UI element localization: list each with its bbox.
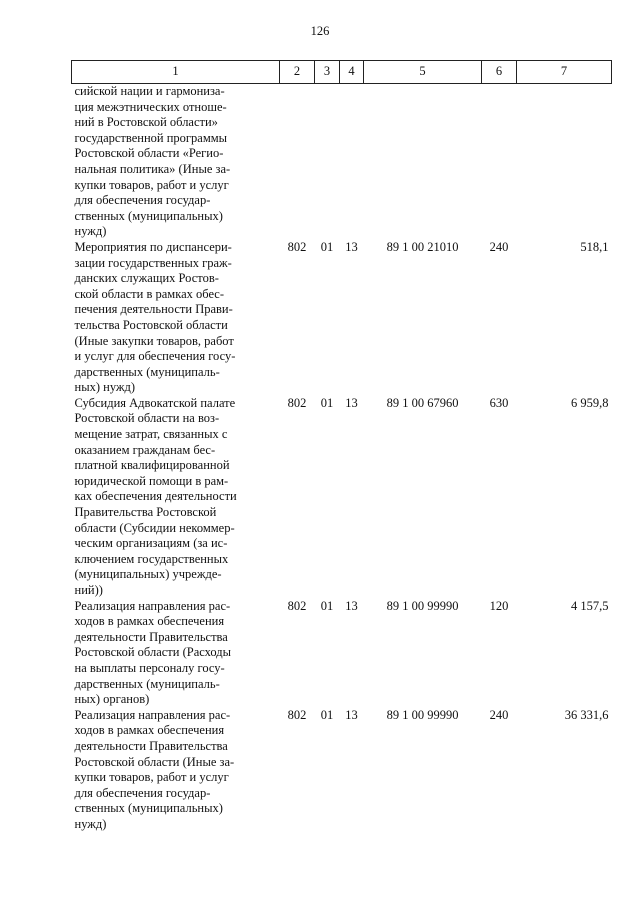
section-code: 01: [320, 239, 334, 254]
expense-type-code: 240: [489, 707, 509, 722]
description-line: дарственных (муниципаль-: [74, 364, 220, 379]
target-article-code: 89 1 00 99990: [386, 598, 459, 613]
table-body: [72, 84, 612, 833]
expense-type-code: 120: [489, 598, 509, 613]
expense-type-code: 240: [489, 239, 509, 254]
target-article-code: 89 1 00 21010: [386, 239, 459, 254]
description-line: ных) нужд): [74, 380, 136, 395]
description-line: Ростовской области (Расходы: [74, 645, 232, 660]
description-line: Правительства Ростовской: [74, 505, 217, 520]
description-line: ний в Ростовской области»: [74, 115, 218, 130]
header-col-6: 6: [482, 61, 517, 84]
page-number: 126: [310, 24, 330, 38]
description-line: зации государственных граж-: [74, 255, 232, 270]
table-header-row: [72, 61, 612, 84]
description-line: (муниципальных) учрежде-: [74, 567, 222, 582]
subsection-code: [340, 84, 364, 240]
description-line: государственной программы: [74, 130, 228, 145]
expense-type-code: 630: [489, 395, 509, 410]
row-description: [72, 84, 280, 240]
description-line: ных) органов): [74, 692, 150, 707]
description-line: деятельности Правительства: [74, 738, 228, 753]
header-col-5: 5: [364, 61, 482, 84]
row-description: [72, 599, 280, 708]
description-line: (Иные закупки товаров, работ: [74, 333, 234, 348]
description-line: ках обеспечения деятельности: [74, 489, 237, 504]
description-line: ция межэтнических отноше-: [74, 99, 227, 114]
description-line: Субсидия Адвокатской палате: [74, 395, 236, 410]
amount: 36 331,6: [564, 707, 609, 722]
description-line: ходов в рамках обеспечения: [74, 614, 225, 629]
description-line: дарственных (муниципаль-: [74, 676, 220, 691]
description-line: данских служащих Ростов-: [74, 271, 219, 286]
description-line: Мероприятия по диспансери-: [74, 239, 232, 254]
subsection-code: 13: [345, 239, 358, 254]
row-description: [72, 708, 280, 833]
target-article-code: 89 1 00 99990: [386, 707, 459, 722]
description-line: юридической помощи в рам-: [74, 473, 229, 488]
section-code: 01: [320, 598, 334, 613]
table-row: [72, 708, 612, 833]
description-line: нужд): [74, 224, 107, 239]
description-line: Ростовской области (Иные за-: [74, 754, 235, 769]
description-line: нужд): [74, 816, 107, 831]
section-code: 01: [320, 707, 334, 722]
amount: 518,1: [580, 239, 609, 254]
description-line: сийской нации и гармониза-: [74, 84, 225, 98]
table-row: [72, 240, 612, 396]
description-line: нальная политика» (Иные за-: [74, 161, 231, 176]
subsection-code: 13: [345, 707, 358, 722]
description-line: Ростовской области «Регио-: [74, 146, 224, 161]
section-code: 01: [320, 395, 334, 410]
amount: 4 157,5: [571, 598, 609, 613]
description-line: печения деятельности Прави-: [74, 302, 233, 317]
header-col-1: 1: [72, 61, 280, 84]
description-line: области (Субсидии некоммер-: [74, 520, 235, 535]
description-line: ской области в рамках обес-: [74, 286, 225, 301]
description-line: Ростовской области на воз-: [74, 411, 220, 426]
description-line: ключением государственных: [74, 551, 229, 566]
expense-type-code: [482, 84, 517, 240]
description-line: ственных (муниципальных): [74, 208, 223, 223]
description-line: на выплаты персоналу госу-: [74, 660, 225, 675]
section-code: [315, 84, 340, 240]
description-line: мещение затрат, связанных с: [74, 427, 228, 442]
ministry-code: [280, 84, 315, 240]
description-line: Реализация направления рас-: [74, 707, 231, 722]
header-col-4: 4: [340, 61, 364, 84]
description-line: купки товаров, работ и услуг: [74, 177, 229, 192]
header-col-3: 3: [315, 61, 340, 84]
description-line: ходов в рамках обеспечения: [74, 723, 225, 738]
ministry-code: 802: [287, 707, 307, 722]
description-line: для обеспечения государ-: [74, 785, 211, 800]
header-col-2: 2: [280, 61, 315, 84]
amount: [517, 84, 612, 240]
description-line: ческим организациям (за ис-: [74, 536, 228, 551]
ministry-code: 802: [287, 239, 307, 254]
description-line: и услуг для обеспечения госу-: [74, 349, 236, 364]
target-article-code: [364, 84, 482, 240]
table-row: [72, 396, 612, 599]
ministry-code: 802: [287, 598, 307, 613]
subsection-code: 13: [345, 395, 358, 410]
header-col-7: 7: [517, 61, 612, 84]
description-line: деятельности Правительства: [74, 629, 228, 644]
ministry-code: 802: [287, 395, 307, 410]
description-line: для обеспечения государ-: [74, 193, 211, 208]
subsection-code: 13: [345, 598, 358, 613]
amount: 6 959,8: [571, 395, 609, 410]
description-line: Реализация направления рас-: [74, 598, 231, 613]
description-line: тельства Ростовской области: [74, 317, 228, 332]
description-line: купки товаров, работ и услуг: [74, 770, 229, 785]
description-line: оказанием гражданам бес-: [74, 442, 216, 457]
description-line: ний)): [74, 583, 103, 597]
budget-table: [71, 60, 612, 833]
table-row: [72, 84, 612, 240]
description-line: ственных (муниципальных): [74, 801, 223, 816]
row-description: [72, 396, 280, 599]
table-row: [72, 599, 612, 708]
target-article-code: 89 1 00 67960: [386, 395, 459, 410]
row-description: [72, 240, 280, 396]
description-line: платной квалифицированной: [74, 458, 230, 473]
